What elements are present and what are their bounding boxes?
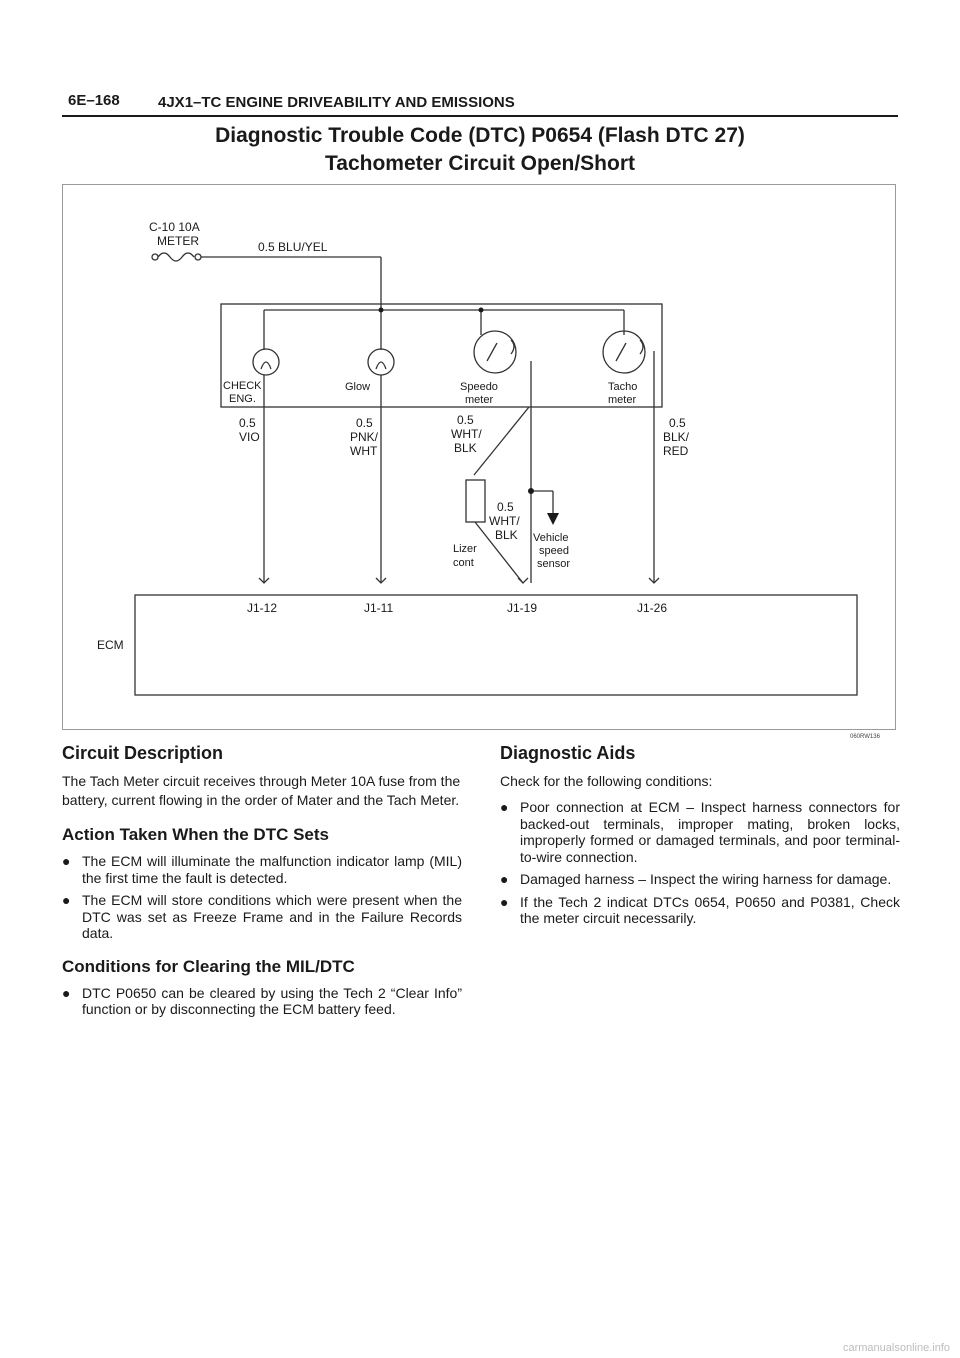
component-label: Speedo [460, 381, 498, 393]
wire-label: BLK [495, 528, 518, 542]
wire-label: 0.5 [239, 416, 256, 430]
component-label: meter [608, 394, 637, 406]
diagnostic-aids-intro: Check for the following conditions: [500, 773, 713, 789]
terminal-label: J1-26 [637, 601, 668, 615]
clearing-heading: Conditions for Clearing the MIL/DTC [62, 956, 355, 976]
component-label: Tacho [608, 381, 638, 393]
component-label: meter [465, 394, 494, 406]
bullet-icon: ● [62, 853, 71, 869]
list-item-text: Damaged harness – Inspect the wiring harness for damage. [520, 871, 892, 887]
bullet-icon: ● [500, 893, 509, 910]
action-taken-heading: Action Taken When the DTC Sets [62, 825, 329, 844]
component-label: CHECK [223, 380, 262, 392]
wiring-diagram [62, 184, 896, 730]
component-label: ENG. [229, 393, 256, 405]
component-label: Glow [345, 381, 371, 393]
gauge-needle [487, 343, 497, 361]
clearing-list [62, 985, 462, 1018]
vss-label: Vehicle [533, 532, 569, 544]
fuse-terminal [152, 254, 158, 260]
circuit-description-text: The Tach Meter circuit receives through Meter 10A fuse from the battery, current flowing in the order of Mater and the Tach Meter. [62, 773, 461, 808]
fuse-label: C-10 10A [149, 220, 200, 234]
terminal-arrow [518, 578, 528, 583]
fuse-symbol [158, 253, 194, 261]
section-title: 4JX1–TC ENGINE DRIVEABILITY AND EMISSIONS [158, 94, 515, 111]
wire-label: BLK [454, 441, 477, 455]
figure-id: 060RW136 [850, 734, 880, 740]
page-number: 6E–168 [68, 92, 120, 109]
wire-label: 0.5 [457, 413, 474, 427]
bullet-icon: ● [500, 871, 509, 887]
wire-label: 0.5 [669, 416, 686, 430]
list-item-text: The ECM will store conditions which were present when the DTC was set as Freeze Frame and in the Failure Records data. [82, 892, 462, 941]
list-item [500, 799, 900, 865]
diagnostic-aids-list [500, 799, 900, 927]
list-item [62, 985, 462, 1018]
wiring-diagram-svg [63, 185, 897, 731]
splice-dot [479, 308, 484, 313]
left-column [62, 742, 462, 1024]
tachometer-gauge-icon [603, 331, 645, 373]
speedometer-gauge-icon [474, 331, 516, 373]
ecm-label: ECM [97, 638, 124, 652]
lizer-label: Lizer [453, 543, 477, 555]
lamp-filament [376, 362, 386, 369]
list-item-text: Poor connection at ECM – Inspect harness connectors for backed-out terminals, improper mating, broken locks, improperly formed or damaged terminals, and poor terminal-to-wire connection. [520, 799, 900, 865]
vss-label: speed [539, 545, 569, 557]
diagnostic-aids-heading: Diagnostic Aids [500, 743, 636, 763]
bullet-icon: ● [500, 799, 509, 815]
lamp-filament [261, 362, 271, 369]
wire-speedo-lizer [474, 407, 529, 475]
page-subtitle: Tachometer Circuit Open/Short [325, 152, 635, 175]
wire-label: WHT/ [451, 427, 482, 441]
fuse-terminal [195, 254, 201, 260]
header-divider [62, 115, 898, 117]
ecm-box [135, 595, 857, 695]
list-item [62, 853, 462, 886]
lizer-label: cont [453, 557, 474, 569]
page-title: Diagnostic Trouble Code (DTC) P0654 (Flash DTC 27) [215, 124, 745, 147]
vss-label: sensor [537, 558, 571, 570]
wire-label: 0.5 BLU/YEL [258, 240, 328, 254]
bullet-icon: ● [62, 984, 71, 1001]
list-item [62, 892, 462, 942]
wire-label: 0.5 [356, 416, 373, 430]
circuit-description-heading: Circuit Description [62, 743, 224, 763]
splice-dot [379, 308, 384, 313]
vehicle-speed-sensor-icon [547, 513, 559, 525]
wire-label: 0.5 [497, 500, 514, 514]
gauge-needle [616, 343, 626, 361]
action-taken-list [62, 853, 462, 942]
list-item-text: DTC P0650 can be cleared by using the Tech 2 “Clear Info” function or by disconnecting the ECM battery feed. [82, 984, 462, 1017]
terminal-label: J1-11 [364, 601, 394, 615]
wire-label: WHT/ [489, 514, 520, 528]
list-item-text: If the Tech 2 indicat DTCs 0654, P0650 and P0381, Check the meter circuit necessarily. [520, 893, 900, 926]
wire-label: BLK/ [663, 430, 690, 444]
wire-label: WHT [350, 444, 378, 458]
wire-label: VIO [239, 430, 260, 444]
lizer-control-box [466, 480, 485, 522]
list-item [500, 871, 900, 888]
wire-label: RED [663, 444, 689, 458]
terminal-label: J1-19 [507, 601, 538, 615]
watermark: carmanualsonline.info [842, 1342, 950, 1354]
wire-label: PNK/ [350, 430, 379, 444]
fuse-label: METER [157, 234, 199, 248]
splice-dot [528, 488, 534, 494]
list-item-text: The ECM will illuminate the malfunction indicator lamp (MIL) the first time the fault is detected. [82, 853, 462, 886]
right-column [500, 742, 900, 933]
bullet-icon: ● [62, 892, 71, 908]
terminal-label: J1-12 [247, 601, 278, 615]
meter-cluster-box [221, 304, 662, 407]
list-item [500, 894, 900, 927]
